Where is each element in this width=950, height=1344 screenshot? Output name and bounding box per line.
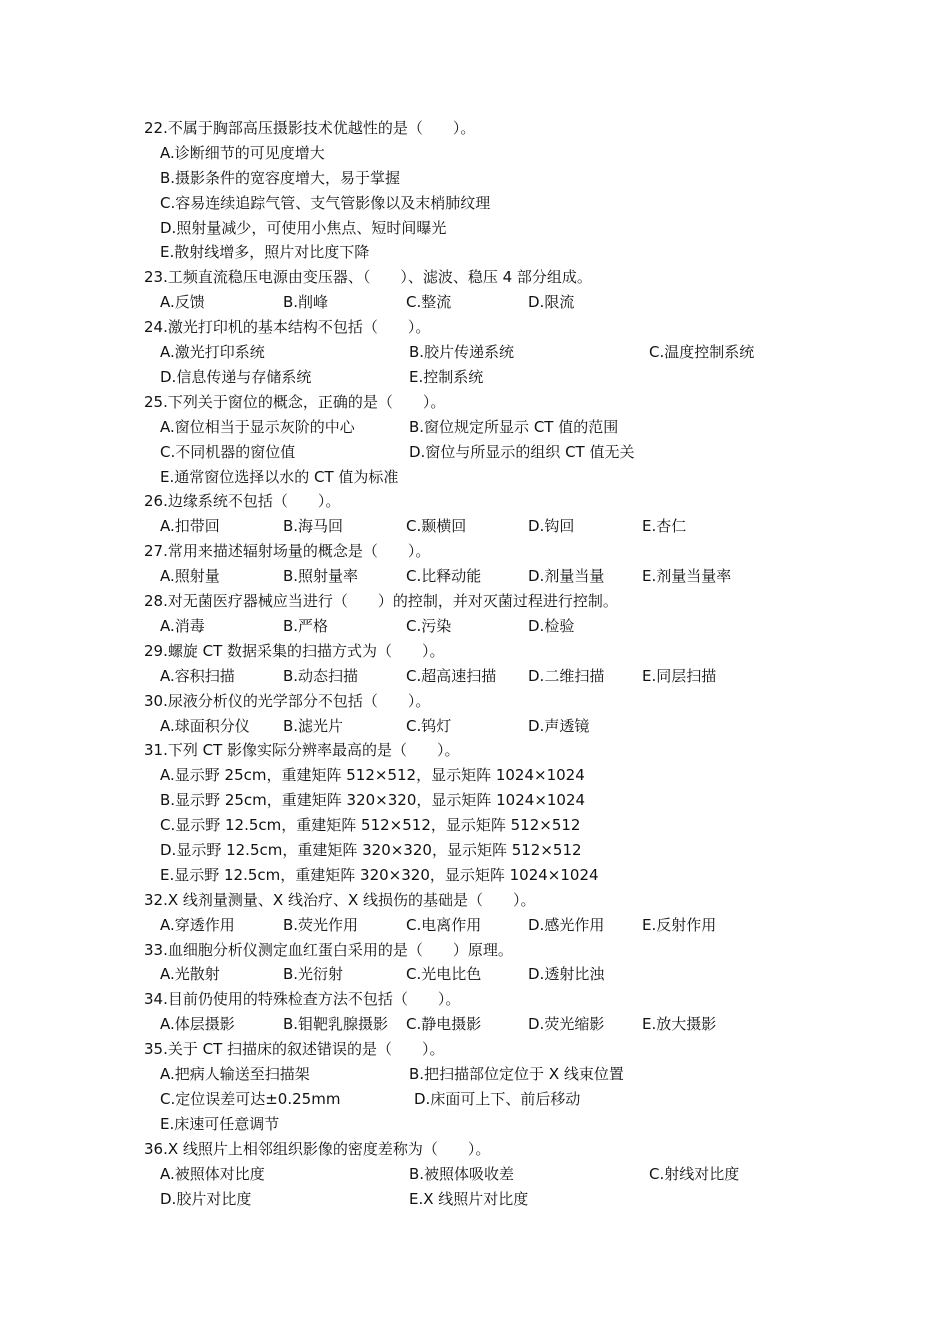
question-q34 xyxy=(144,987,844,1037)
answer-option: A.体层摄影 xyxy=(160,1015,235,1034)
answer-option: C.显示野 12.5cm，重建矩阵 512×512，显示矩阵 512×512 xyxy=(160,816,581,835)
question-q33 xyxy=(144,938,844,988)
option-row xyxy=(144,1087,844,1112)
answer-option: A.激光打印系统 xyxy=(160,343,265,362)
question-stem: 30.尿液分析仪的光学部分不包括（ ）。 xyxy=(144,691,431,710)
option-row xyxy=(144,564,844,589)
answer-option: B.光衍射 xyxy=(283,965,344,984)
answer-option: B.窗位规定所显示 CT 值的范围 xyxy=(409,417,619,436)
option-row xyxy=(144,1112,844,1137)
question-q31 xyxy=(144,738,844,887)
answer-option: E.剂量当量率 xyxy=(642,567,732,586)
answer-option: C.不同机器的窗位值 xyxy=(160,442,296,461)
question-q28 xyxy=(144,589,844,639)
answer-option: D.荧光缩影 xyxy=(528,1015,605,1034)
answer-option: E.X 线照片对比度 xyxy=(409,1189,529,1208)
answer-option: C.容易连续追踪气管、支气管影像以及末梢肺纹理 xyxy=(160,193,491,212)
answer-option: B.滤光片 xyxy=(283,716,344,735)
answer-option: A.被照体对比度 xyxy=(160,1164,265,1183)
answer-option: E.杏仁 xyxy=(642,517,687,536)
answer-option: E.放大摄影 xyxy=(642,1015,717,1034)
answer-option: B.把扫描部位定位于 X 线束位置 xyxy=(409,1065,624,1084)
question-stem: 34.目前仍使用的特殊检查方法不包括（ ）。 xyxy=(144,990,461,1009)
question-stem: 23.工频直流稳压电源由变压器、（ ）、滤波、稳压 4 部分组成。 xyxy=(144,268,592,287)
question-stem: 24.激光打印机的基本结构不包括（ ）。 xyxy=(144,318,431,337)
answer-option: C.钨灯 xyxy=(406,716,452,735)
answer-option: C.比释动能 xyxy=(406,567,482,586)
answer-option: A.把病人输送至扫描架 xyxy=(160,1065,310,1084)
answer-option: D.床面可上下、前后移动 xyxy=(414,1089,581,1108)
answer-option: A.容积扫描 xyxy=(160,666,235,685)
answer-option: D.窗位与所显示的组织 CT 值无关 xyxy=(409,442,635,461)
option-row xyxy=(144,365,844,390)
question-q27 xyxy=(144,539,844,589)
answer-option: B.显示野 25cm，重建矩阵 320×320，显示矩阵 1024×1024 xyxy=(160,791,586,810)
answer-option: B.照射量率 xyxy=(283,567,359,586)
question-q24 xyxy=(144,315,844,390)
answer-option: A.球面积分仪 xyxy=(160,716,250,735)
option-row xyxy=(144,1062,844,1087)
question-stem: 35.关于 CT 扫描床的叙述错误的是（ ）。 xyxy=(144,1040,445,1059)
question-stem: 27.常用来描述辐射场量的概念是（ ）。 xyxy=(144,542,431,561)
answer-option: D.胶片对比度 xyxy=(160,1189,252,1208)
option-row xyxy=(144,440,844,465)
option-row xyxy=(144,763,844,788)
option-row xyxy=(144,415,844,440)
answer-option: E.同层扫描 xyxy=(642,666,717,685)
exam-page xyxy=(144,116,844,1211)
answer-option: B.海马回 xyxy=(283,517,344,536)
answer-option: A.穿透作用 xyxy=(160,915,235,934)
answer-option: B.严格 xyxy=(283,616,329,635)
option-row xyxy=(144,962,844,987)
answer-option: D.限流 xyxy=(528,293,575,312)
question-q22 xyxy=(144,116,844,265)
answer-option: D.声透镜 xyxy=(528,716,590,735)
answer-option: C.定位误差可达±0.25mm xyxy=(160,1089,341,1108)
answer-option: D.感光作用 xyxy=(528,915,605,934)
answer-option: E.显示野 12.5cm，重建矩阵 320×320，显示矩阵 1024×1024 xyxy=(160,865,599,884)
answer-option: B.削峰 xyxy=(283,293,329,312)
option-row xyxy=(144,240,844,265)
question-q30 xyxy=(144,689,844,739)
question-stem: 33.血细胞分析仪测定血红蛋白采用的是（ ）原理。 xyxy=(144,940,513,959)
answer-option: A.窗位相当于显示灰阶的中心 xyxy=(160,417,355,436)
option-row xyxy=(144,340,844,365)
answer-option: B.动态扫描 xyxy=(283,666,359,685)
question-stem: 26.边缘系统不包括（ ）。 xyxy=(144,492,341,511)
answer-option: C.超高速扫描 xyxy=(406,666,497,685)
answer-option: A.显示野 25cm，重建矩阵 512×512，显示矩阵 1024×1024 xyxy=(160,766,585,785)
question-stem: 28.对无菌医疗器械应当进行（ ）的控制，并对灭菌过程进行控制。 xyxy=(144,592,618,611)
question-stem: 29.螺旋 CT 数据采集的扫描方式为（ ）。 xyxy=(144,641,445,660)
question-q36 xyxy=(144,1137,844,1212)
option-row xyxy=(144,1187,844,1212)
answer-option: A.反馈 xyxy=(160,293,205,312)
option-row xyxy=(144,191,844,216)
answer-option: C.整流 xyxy=(406,293,452,312)
answer-option: A.消毒 xyxy=(160,616,205,635)
answer-option: D.检验 xyxy=(528,616,575,635)
answer-option: E.控制系统 xyxy=(409,367,484,386)
answer-option: D.钩回 xyxy=(528,517,575,536)
answer-option: D.剂量当量 xyxy=(528,567,605,586)
option-row xyxy=(144,216,844,241)
option-row xyxy=(144,1012,844,1037)
question-q26 xyxy=(144,489,844,539)
question-q23 xyxy=(144,265,844,315)
option-row xyxy=(144,664,844,689)
answer-option: B.钼靶乳腺摄影 xyxy=(283,1015,389,1034)
answer-option: D.照射量减少，可使用小焦点、短时间曝光 xyxy=(160,218,447,237)
answer-option: B.胶片传递系统 xyxy=(409,343,515,362)
answer-option: A.光散射 xyxy=(160,965,220,984)
option-row xyxy=(144,465,844,490)
question-stem: 25.下列关于窗位的概念，正确的是（ ）。 xyxy=(144,392,446,411)
question-stem: 22.不属于胸部高压摄影技术优越性的是（ ）。 xyxy=(144,119,476,137)
answer-option: A.诊断细节的可见度增大 xyxy=(160,143,325,162)
answer-option: C.电离作用 xyxy=(406,915,482,934)
answer-option: D.透射比浊 xyxy=(528,965,605,984)
option-row xyxy=(144,813,844,838)
question-q35 xyxy=(144,1037,844,1137)
option-row xyxy=(144,166,844,191)
option-row xyxy=(144,788,844,813)
question-q32 xyxy=(144,888,844,938)
option-row xyxy=(144,838,844,863)
answer-option: D.显示野 12.5cm，重建矩阵 320×320，显示矩阵 512×512 xyxy=(160,840,582,859)
option-row xyxy=(144,514,844,539)
answer-option: C.颞横回 xyxy=(406,517,467,536)
answer-option: A.照射量 xyxy=(160,567,220,586)
answer-option: C.污染 xyxy=(406,616,452,635)
answer-option: C.温度控制系统 xyxy=(649,343,755,362)
option-row xyxy=(144,863,844,888)
answer-option: A.扣带回 xyxy=(160,517,220,536)
option-row xyxy=(144,913,844,938)
answer-option: C.射线对比度 xyxy=(649,1164,740,1183)
answer-option: E.反射作用 xyxy=(642,915,717,934)
answer-option: E.散射线增多，照片对比度下降 xyxy=(160,243,370,262)
option-row xyxy=(144,714,844,739)
answer-option: B.荧光作用 xyxy=(283,915,359,934)
answer-option: E.床速可任意调节 xyxy=(160,1114,280,1133)
question-q25 xyxy=(144,390,844,490)
option-row xyxy=(144,290,844,315)
question-stem: 32.X 线剂量测量、X 线治疗、X 线损伤的基础是（ ）。 xyxy=(144,890,536,909)
answer-option: E.通常窗位选择以水的 CT 值为标准 xyxy=(160,467,399,486)
answer-option: C.静电摄影 xyxy=(406,1015,482,1034)
option-row xyxy=(144,614,844,639)
question-stem: 31.下列 CT 影像实际分辨率最高的是（ ）。 xyxy=(144,741,460,760)
answer-option: B.被照体吸收差 xyxy=(409,1164,515,1183)
answer-option: D.信息传递与存储系统 xyxy=(160,367,312,386)
question-stem: 36.X 线照片上相邻组织影像的密度差称为（ ）。 xyxy=(144,1139,491,1158)
answer-option: C.光电比色 xyxy=(406,965,482,984)
answer-option: D.二维扫描 xyxy=(528,666,605,685)
option-row xyxy=(144,1162,844,1187)
option-row xyxy=(144,141,844,166)
question-q29 xyxy=(144,639,844,689)
answer-option: B.摄影条件的宽容度增大，易于掌握 xyxy=(160,168,401,187)
